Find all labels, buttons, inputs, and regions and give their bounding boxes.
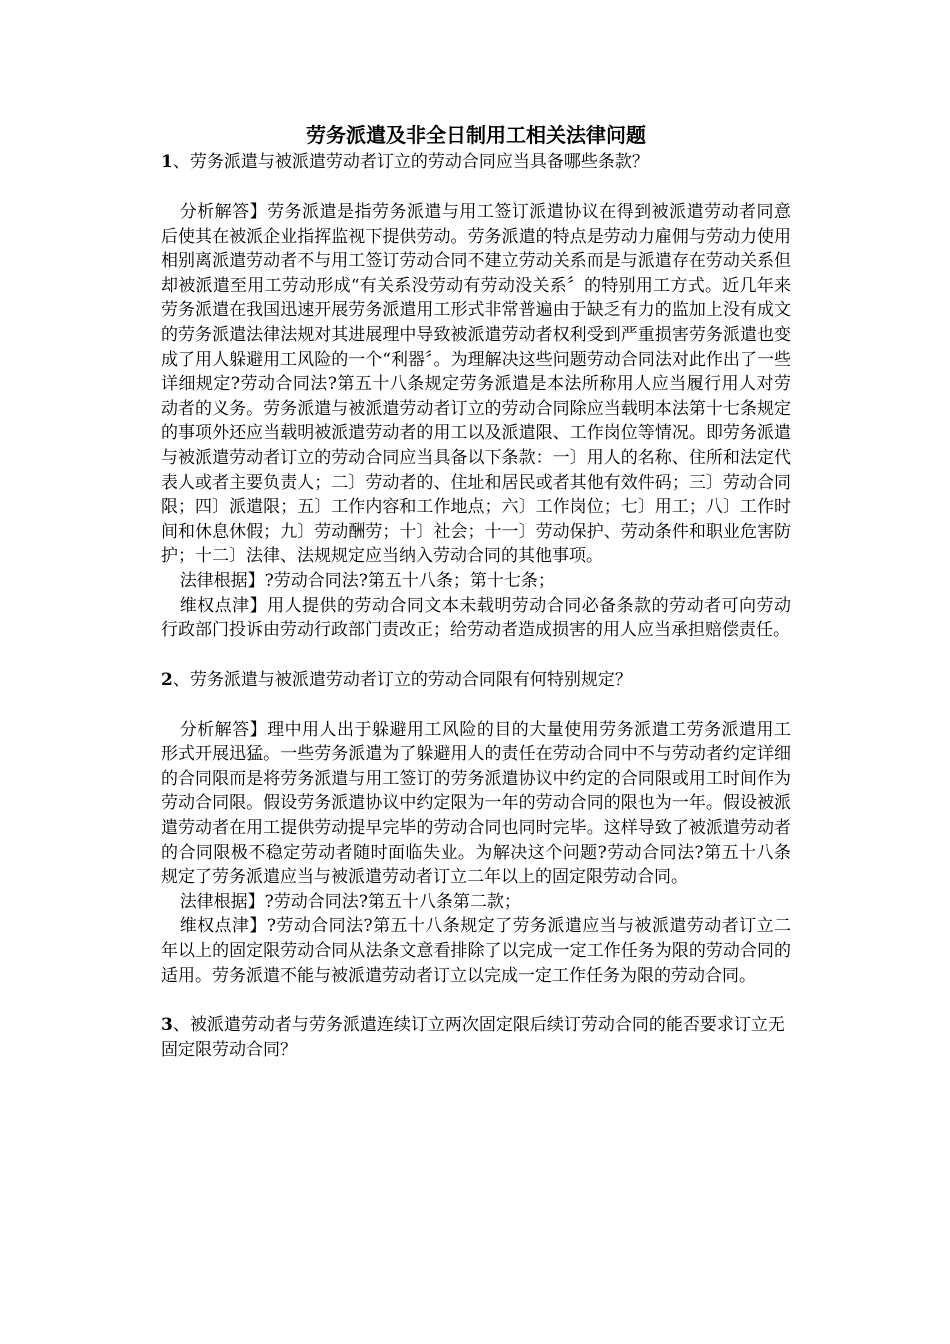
question-text: 、被派遣劳动者与劳务派遣连续订立两次固定限后续订劳动合同的能否要求订立无固定限劳动合同？ [161,1015,785,1061]
question-1 [161,150,791,175]
question-text: 、劳务派遣与被派遣劳动者订立的劳动合同应当具备哪些条款？ [172,152,649,172]
blank-line [161,693,791,718]
analysis-paragraph: 分析解答】理中用人出于躲避用工风险的目的大量使用劳务派遣工劳务派遣用工形式开展迅猛。一些劳务派遣为了躲避用人的责任在劳动合同中不与劳动者约定详细的合同限而是将劳务派遣与用工签订的劳务派遣协议中约定的合同限或用工时间作为劳动合同限。假设劳务派遣协议中约定限为一年的劳动合同的限也为一年。假设被派遣劳动者在用工提供劳动提早完毕的劳动合同也同时完毕。这样导致了被派遣劳动者的合同限极不稳定劳动者随时面临失业。为解决这个问题?劳动合同法?第五十八条规定了劳务派遣应当与被派遣劳动者订立二年以上的固定限劳动合同。 [161,719,791,888]
question-text: 、劳务派遣与被派遣劳动者订立的劳动合同限有何特别规定？ [172,669,632,690]
rights-tips-paragraph: 维权点津】?劳动合同法?第五十八条规定了劳务派遣应当与被派遣劳动者订立二年以上的固定限劳动合同从法条文意看排除了以完成一定工作任务为限的劳动合同的适用。劳务派遣不能与被派遣劳动者订立以完成一定工作任务为限的劳动合同。 [161,916,791,986]
question-number: 1 [161,152,173,172]
blank-line [161,643,791,668]
question-3 [161,1013,791,1063]
document-page [161,120,791,1063]
document-title: 劳务派遣及非全日制用工相关法律问题 [306,123,646,147]
legal-basis-paragraph: 法律根据】?劳动合同法?第五十八条第二款； [179,891,521,912]
question-number: 3 [161,1015,173,1036]
blank-line [161,175,791,200]
legal-basis-paragraph: 法律根据】?劳动合同法?第五十八条；第十七条； [179,570,555,591]
analysis-paragraph: 分析解答】劳务派遣是指劳务派遣与用工签订派遣协议在得到被派遣劳动者同意后使其在被派企业指挥监视下提供劳动。劳务派遣的特点是劳动力雇佣与劳动力使用相别离派遣劳动者不与用工签订劳动合同不建立劳动关系而是与派遣存在劳动关系但却被派遣至用工劳动形成“有关系没劳动有劳动没关系〞的特别用工方式。近几年来劳务派遣在我国迅速开展劳务派遣用工形式非常普遍由于缺乏有力的监加上没有成文的劳务派遣法律法规对其进展理中导致被派遣劳动者权利受到严重损害劳务派遣也变成了用人躲避用工风险的一个“利器〞。为理解决这些问题劳动合同法对此作出了一些详细规定?劳动合同法?第五十八条规定劳务派遣是本法所称用人应当履行用人对劳动者的义务。劳务派遣与被派遣劳动者订立的劳动合同除应当载明本法第十七条规定的事项外还应当载明被派遣劳动者的用工以及派遣限、工作岗位等情况。即劳务派遣与被派遣劳动者订立的劳动合同应当具备以下条款：一〕用人的名称、住所和法定代表人或者主要负责人；二〕劳动者的、住址和居民或者其他有效件码；三〕劳动合同限；四〕派遣限；五〕工作内容和工作地点；六〕工作岗位；七〕用工；八〕工作时间和休息休假；九〕劳动酬劳；十〕社会；十一〕劳动保护、劳动条件和职业危害防护；十二〕法律、法规规定应当纳入劳动合同的其他事项。 [161,202,791,567]
blank-line [161,988,791,1013]
rights-tips-paragraph: 维权点津】用人提供的劳动合同文本未载明劳动合同必备条款的劳动者可向劳动行政部门投诉由劳动行政部门责改正；给劳动者造成损害的用人应当承担赔偿责任。 [161,595,791,641]
question-number: 2 [161,669,173,690]
question-2 [161,668,791,693]
